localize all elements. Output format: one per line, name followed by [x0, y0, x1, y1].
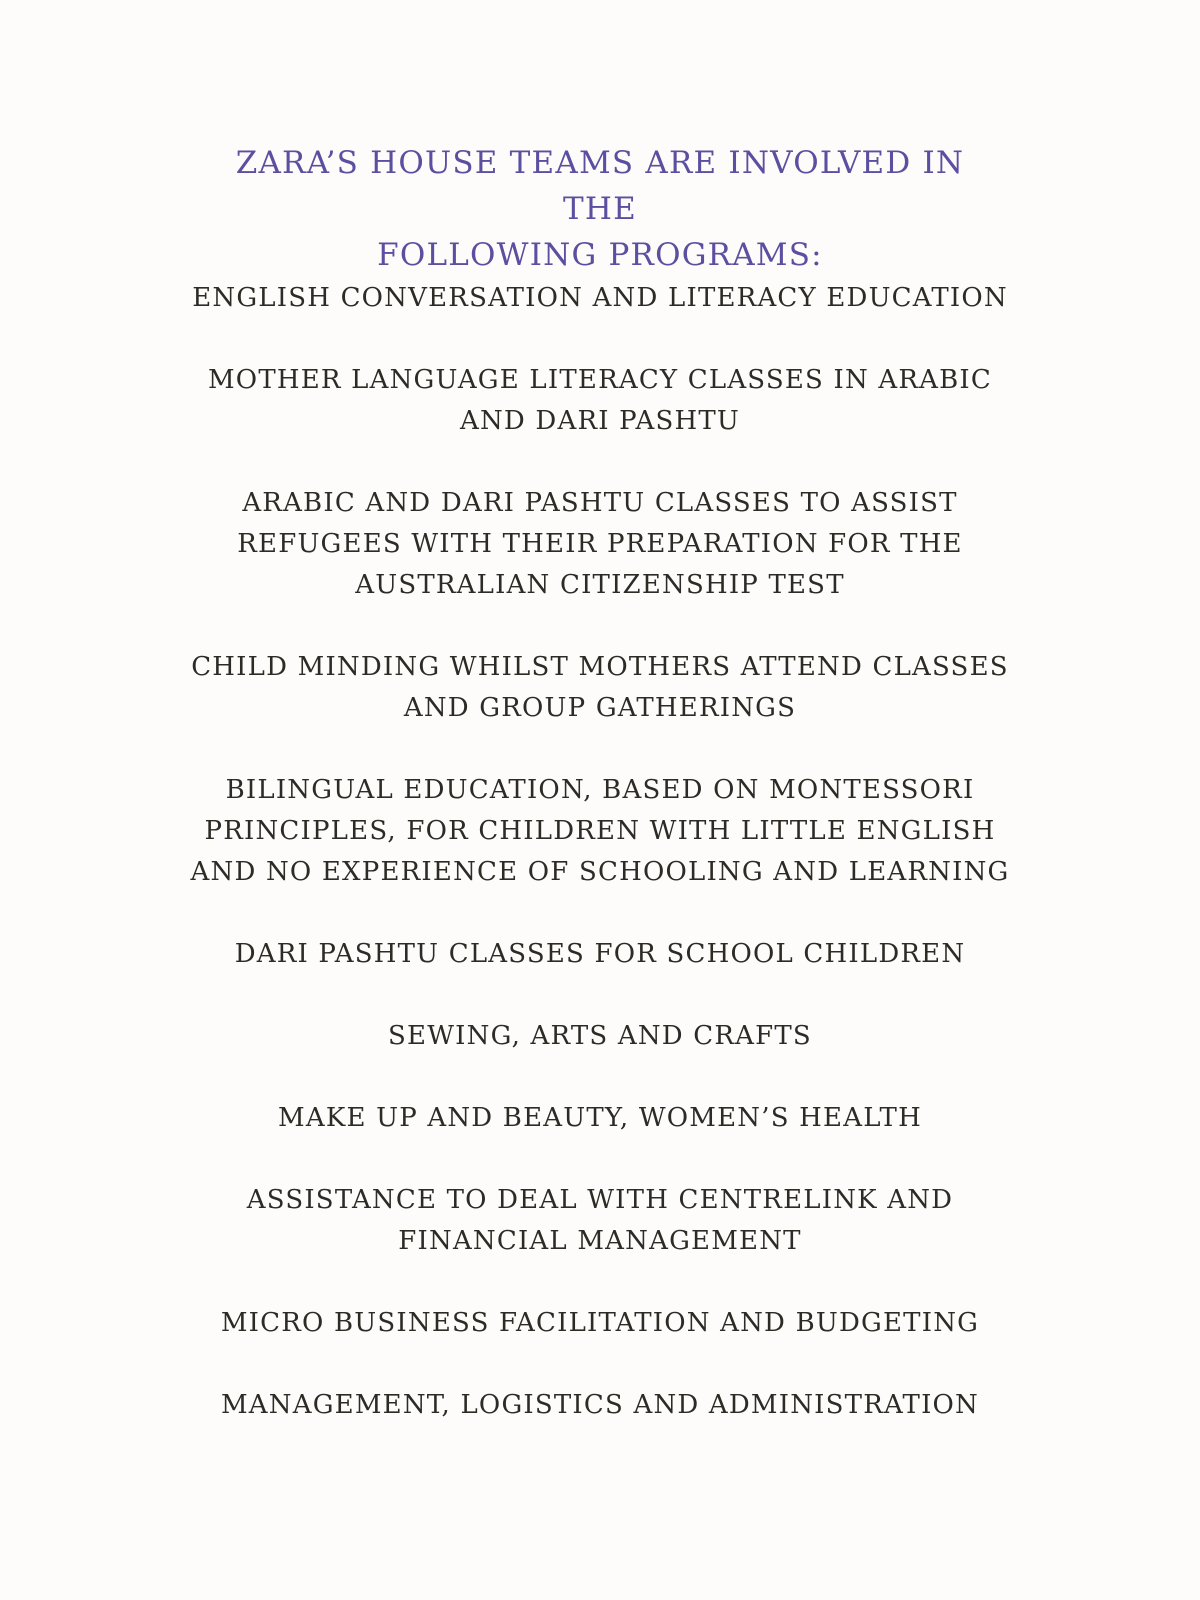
program-item: [190, 1385, 1010, 1426]
program-line: CHILD MINDING WHILST MOTHERS ATTEND CLASSES: [191, 652, 1009, 682]
program-line: ASSISTANCE TO DEAL WITH CENTRELINK AND: [246, 1185, 954, 1215]
program-item: [190, 647, 1010, 729]
program-line: BILINGUAL EDUCATION, BASED ON MONTESSORI: [225, 775, 975, 805]
program-line: MANAGEMENT, LOGISTICS AND ADMINISTRATION: [220, 1390, 980, 1420]
heading-line: ZARA’S HOUSE TEAMS ARE INVOLVED IN THE: [235, 145, 965, 227]
program-item: [190, 934, 1010, 975]
program-line: AND GROUP GATHERINGS: [403, 693, 797, 723]
program-line: SEWING, ARTS AND CRAFTS: [388, 1021, 812, 1051]
program-item: [190, 770, 1010, 893]
program-item: [190, 278, 1010, 319]
program-item: [190, 1016, 1010, 1057]
program-item: [190, 360, 1010, 442]
program-line: PRINCIPLES, FOR CHILDREN WITH LITTLE ENGLISH: [204, 816, 996, 846]
program-line: REFUGEES WITH THEIR PREPARATION FOR THE: [237, 529, 963, 559]
program-item: [190, 483, 1010, 606]
program-line: MICRO BUSINESS FACILITATION AND BUDGETING: [220, 1308, 980, 1338]
program-line: DARI PASHTU CLASSES FOR SCHOOL CHILDREN: [234, 939, 966, 969]
program-line: MOTHER LANGUAGE LITERACY CLASSES IN ARABIC: [207, 365, 992, 395]
program-line: AND DARI PASHTU: [460, 406, 740, 436]
program-line: FINANCIAL MANAGEMENT: [398, 1226, 802, 1256]
program-line: ENGLISH CONVERSATION AND LITERACY EDUCATION: [192, 283, 1008, 313]
program-line: ARABIC AND DARI PASHTU CLASSES TO ASSIST: [242, 488, 958, 518]
program-item: [190, 1180, 1010, 1262]
program-list: [190, 278, 1010, 1467]
program-line: MAKE UP AND BEAUTY, WOMEN’S HEALTH: [278, 1103, 922, 1133]
heading-line: FOLLOWING PROGRAMS:: [377, 237, 823, 273]
program-line: AND NO EXPERIENCE OF SCHOOLING AND LEARNING: [190, 857, 1010, 887]
program-item: [190, 1303, 1010, 1344]
program-line: AUSTRALIAN CITIZENSHIP TEST: [355, 570, 845, 600]
page-heading: [200, 140, 1000, 278]
program-item: [190, 1098, 1010, 1139]
